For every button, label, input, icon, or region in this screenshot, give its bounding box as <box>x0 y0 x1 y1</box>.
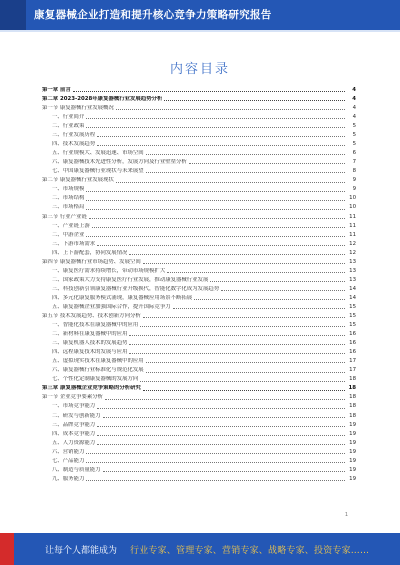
toc-entry-page: 9 <box>352 186 356 193</box>
toc-entry-page: 13 <box>349 276 356 283</box>
toc-entry-page: 5 <box>352 132 356 139</box>
toc-subsection-entry[interactable] <box>42 265 356 274</box>
toc-entry-label: 第一节 康复器械行业发展概况 <box>42 104 114 111</box>
toc-dot-leader <box>89 218 345 219</box>
toc-entry-label: 五、虚拟现实技术在康复器械中的应用 <box>52 358 144 365</box>
toc-dot-leader <box>97 136 345 137</box>
toc-entry-page: 7 <box>352 159 356 166</box>
toc-dot-leader <box>146 154 345 155</box>
toc-subsection-entry[interactable] <box>42 301 356 310</box>
toc-entry-label: 七、个性化定制康复器械的发展方向 <box>52 376 139 383</box>
toc-subsection-entry[interactable] <box>42 165 356 174</box>
toc-chapter-entry[interactable] <box>42 84 356 93</box>
toc-entry-page: 19 <box>349 457 356 464</box>
toc-entry-label: 第二章 2023-2028年康复器械行业发展趋势分析 <box>42 95 163 102</box>
toc-entry-label: 一、市场规模 <box>52 186 85 193</box>
toc-dot-leader <box>146 172 345 173</box>
toc-subsection-entry[interactable] <box>42 455 356 464</box>
toc-entry-page: 18 <box>349 403 356 410</box>
toc-subsection-entry[interactable] <box>42 292 356 301</box>
toc-entry-label: 二、中游企业 <box>52 231 85 238</box>
toc-dot-leader <box>221 290 345 291</box>
header-band <box>0 0 400 30</box>
toc-dot-leader <box>143 390 345 391</box>
toc-dot-leader <box>129 335 345 336</box>
toc-subsection-entry[interactable] <box>42 346 356 355</box>
header-divider <box>0 30 400 32</box>
toc-dot-leader <box>92 227 345 228</box>
toc-entry-label: 二、市场结构 <box>52 195 85 202</box>
toc-entry-page: 15 <box>349 303 356 310</box>
toc-entry-page: 6 <box>352 150 356 157</box>
toc-entry-page: 16 <box>349 340 356 347</box>
toc-dot-leader <box>97 426 345 427</box>
toc-entry-page: 17 <box>349 367 356 374</box>
toc-subsection-entry[interactable] <box>42 355 356 364</box>
toc-section-entry[interactable] <box>42 256 356 265</box>
toc-entry-page: 17 <box>349 358 356 365</box>
toc-entry-label: 三、市场格局 <box>52 204 85 211</box>
toc-dot-leader <box>189 163 345 164</box>
toc-entry-label: 第四节 康复器械行业市场趋势、发展空间 <box>42 258 141 265</box>
toc-subsection-entry[interactable] <box>42 319 356 328</box>
toc-dot-leader <box>86 453 345 454</box>
toc-subsection-entry[interactable] <box>42 129 356 138</box>
toc-subsection-entry[interactable] <box>42 193 356 202</box>
toc-subsection-entry[interactable] <box>42 328 356 337</box>
toc-dot-leader <box>210 281 345 282</box>
toc-entry-page: 4 <box>352 95 356 102</box>
toc-entry-page: 19 <box>349 421 356 428</box>
toc-entry-label: 四、技术发展趋势 <box>52 141 96 148</box>
toc-entry-label: 三、品牌竞争能力 <box>52 421 96 428</box>
toc-entry-label: 三、康复机器人技术的发展趋势 <box>52 340 128 347</box>
toc-entry-page: 18 <box>349 376 356 383</box>
toc-subsection-entry[interactable] <box>42 364 356 373</box>
toc-section-entry[interactable] <box>42 102 356 111</box>
toc-entry-label: 六、康复器械技术先进性分析，发展方向及行业壁垒分析 <box>52 159 187 166</box>
toc-entry-label: 八、制造与质量能力 <box>52 466 101 473</box>
toc-entry-page: 13 <box>349 258 356 265</box>
toc-entry-label: 七、中国康复器械行业现状与未来展望 <box>52 168 144 175</box>
toc-dot-leader <box>97 444 345 445</box>
toc-entry-page: 19 <box>349 466 356 473</box>
toc-subsection-entry[interactable] <box>42 184 356 193</box>
toc-dot-leader <box>194 299 345 300</box>
toc-dot-leader <box>73 91 345 92</box>
toc-dot-leader <box>116 182 345 183</box>
toc-entry-page: 15 <box>349 313 356 320</box>
toc-subsection-entry[interactable] <box>42 238 356 247</box>
toc-dot-leader <box>143 263 345 264</box>
toc-entry-label: 六、营销能力 <box>52 448 85 455</box>
toc-entry-label: 一、智能化技术在康复器械中的应用 <box>52 322 139 329</box>
toc-entry-label: 五、康复器械企业加强国际合作，提升国际竞争力 <box>52 303 171 310</box>
toc-dot-leader <box>167 272 345 273</box>
toc-dot-leader <box>143 317 345 318</box>
toc-dot-leader <box>86 118 345 119</box>
toc-subsection-entry[interactable] <box>42 337 356 346</box>
toc-subsection-entry[interactable] <box>42 419 356 428</box>
toc-subsection-entry[interactable] <box>42 202 356 211</box>
toc-entry-label: 四、远程康复技术的发展与应用 <box>52 349 128 356</box>
toc-subsection-entry[interactable] <box>42 247 356 256</box>
toc-entry-page: 14 <box>349 285 356 292</box>
toc-subsection-entry[interactable] <box>42 374 356 383</box>
toc-subsection-entry[interactable] <box>42 283 356 292</box>
toc-dot-leader <box>146 362 345 363</box>
toc-entry-label: 一、产业链上游 <box>52 222 90 229</box>
toc-dot-leader <box>129 254 345 255</box>
toc-subsection-entry[interactable] <box>42 138 356 147</box>
toc-entry-label: 第一章 前言 <box>42 86 71 93</box>
toc-subsection-entry[interactable] <box>42 410 356 419</box>
toc-entry-page: 11 <box>349 213 356 220</box>
header-stripe <box>0 0 26 30</box>
report-title: 康复器械企业打造和提升核心竞争力策略研究报告 <box>34 9 272 21</box>
toc-entry-page: 8 <box>352 168 356 175</box>
toc-subsection-entry[interactable] <box>42 437 356 446</box>
toc-dot-leader <box>116 109 345 110</box>
toc-dot-leader <box>129 353 345 354</box>
toc-dot-leader <box>173 308 345 309</box>
toc-entry-label: 五、人力资源能力 <box>52 439 96 446</box>
toc-entry-page: 10 <box>349 204 356 211</box>
toc-heading: 内容目录 <box>169 62 230 77</box>
toc-entry-label: 第五节 技术发展趋势、技术创新方向分析 <box>42 313 141 320</box>
toc-entry-label: 第二节 康复器械行业发展现状 <box>42 177 114 184</box>
toc-entry-label: 第三章 康复器械企业竞争策略的分析研究 <box>42 385 141 392</box>
toc-subsection-entry[interactable] <box>42 473 356 482</box>
toc-entry-page: 18 <box>348 385 356 392</box>
toc-subsection-entry[interactable] <box>42 446 356 455</box>
toc-dot-leader <box>140 381 345 382</box>
toc-entry-page: 14 <box>349 294 356 301</box>
toc-entry-label: 九、服务能力 <box>52 475 85 482</box>
footer-slogan: 让每个人都能成为 <box>45 546 118 556</box>
toc-dot-leader <box>146 372 345 373</box>
toc-dot-leader <box>97 408 345 409</box>
toc-subsection-entry[interactable] <box>42 401 356 410</box>
toc-subsection-entry[interactable] <box>42 464 356 473</box>
table-of-contents <box>42 84 356 482</box>
toc-entry-page: 18 <box>349 394 356 401</box>
toc-dot-leader <box>140 326 345 327</box>
toc-entry-label: 三、科技创新引领康复器械行业升级换代，智能化数字化成为发展趋势 <box>52 285 220 292</box>
toc-dot-leader <box>105 399 345 400</box>
toc-entry-label: 二、国家政策大力支持康复医疗行业发展，推动康复器械行业发展 <box>52 276 209 283</box>
toc-section-entry[interactable] <box>42 174 356 183</box>
toc-entry-page: 12 <box>349 240 356 247</box>
toc-dot-leader <box>103 471 345 472</box>
toc-entry-page: 5 <box>352 141 356 148</box>
footer-tagline: 行业专家、管理专家、营销专家、战略专家、投资专家…… <box>130 546 370 556</box>
toc-entry-page: 4 <box>352 86 356 93</box>
toc-entry-page: 4 <box>352 104 356 111</box>
toc-subsection-entry[interactable] <box>42 220 356 229</box>
toc-entry-page: 19 <box>349 475 356 482</box>
toc-subsection-entry[interactable] <box>42 120 356 129</box>
toc-entry-label: 二、研发与创新能力 <box>52 412 101 419</box>
toc-dot-leader <box>86 191 345 192</box>
toc-entry-page: 19 <box>349 448 356 455</box>
footer-band <box>0 533 400 565</box>
toc-dot-leader <box>164 100 345 101</box>
toc-dot-leader <box>97 435 345 436</box>
toc-entry-page: 19 <box>349 430 356 437</box>
toc-subsection-entry[interactable] <box>42 147 356 156</box>
toc-entry-page: 11 <box>349 222 356 229</box>
toc-entry-label: 二、行业政策 <box>52 123 85 130</box>
toc-subsection-entry[interactable] <box>42 428 356 437</box>
toc-entry-page: 9 <box>352 177 356 184</box>
toc-entry-page: 11 <box>349 231 356 238</box>
toc-entry-label: 一、市场竞争能力 <box>52 403 96 410</box>
toc-subsection-entry[interactable] <box>42 274 356 283</box>
toc-section-entry[interactable] <box>42 310 356 319</box>
toc-chapter-entry[interactable] <box>42 383 356 392</box>
toc-entry-page: 15 <box>349 322 356 329</box>
toc-subsection-entry[interactable] <box>42 111 356 120</box>
toc-entry-page: 4 <box>352 113 356 120</box>
toc-chapter-entry[interactable] <box>42 93 356 102</box>
page-number: 1 <box>344 512 348 518</box>
toc-entry-label: 第三节 行业产业链 <box>42 213 87 220</box>
toc-dot-leader <box>86 200 345 201</box>
toc-dot-leader <box>86 236 345 237</box>
toc-entry-label: 二、新材料在康复器械中的应用 <box>52 331 128 338</box>
toc-entry-page: 12 <box>349 249 356 256</box>
toc-subsection-entry[interactable] <box>42 156 356 165</box>
toc-entry-label: 六、康复器械行业标准化与规范化发展 <box>52 367 144 374</box>
toc-entry-page: 10 <box>349 195 356 202</box>
toc-entry-page: 19 <box>349 439 356 446</box>
toc-entry-label: 四、成本竞争能力 <box>52 430 96 437</box>
toc-entry-label: 四、上下游配套，协同发展情况 <box>52 249 128 256</box>
toc-entry-label: 三、下游市场需求 <box>52 240 96 247</box>
toc-dot-leader <box>97 145 345 146</box>
toc-entry-label: 五、行业规模大、发展迅速、市场空间 <box>52 150 144 157</box>
toc-dot-leader <box>86 127 345 128</box>
toc-dot-leader <box>129 344 345 345</box>
footer-accent <box>0 533 14 565</box>
toc-entry-label: 三、行业发展历程 <box>52 132 96 139</box>
toc-entry-label: 七、产品能力 <box>52 457 85 464</box>
toc-entry-page: 13 <box>349 267 356 274</box>
toc-entry-page: 16 <box>349 331 356 338</box>
toc-section-entry[interactable] <box>42 211 356 220</box>
toc-entry-page: 16 <box>349 349 356 356</box>
toc-dot-leader <box>86 480 345 481</box>
toc-subsection-entry[interactable] <box>42 229 356 238</box>
toc-entry-label: 一、康复医疗需求持续增长，带动市场规模扩大 <box>52 267 166 274</box>
toc-dot-leader <box>86 209 345 210</box>
toc-dot-leader <box>97 245 345 246</box>
toc-entry-page: 18 <box>349 412 356 419</box>
toc-entry-label: 四、多元化康复服务模式涌现，康复器械应用场景不断拓展 <box>52 294 193 301</box>
toc-entry-label: 一、行业简介 <box>52 113 85 120</box>
toc-section-entry[interactable] <box>42 392 356 401</box>
toc-dot-leader <box>103 417 345 418</box>
toc-entry-label: 第一节 企业竞争要素分析 <box>42 394 104 401</box>
toc-dot-leader <box>86 462 345 463</box>
toc-entry-page: 5 <box>352 123 356 130</box>
